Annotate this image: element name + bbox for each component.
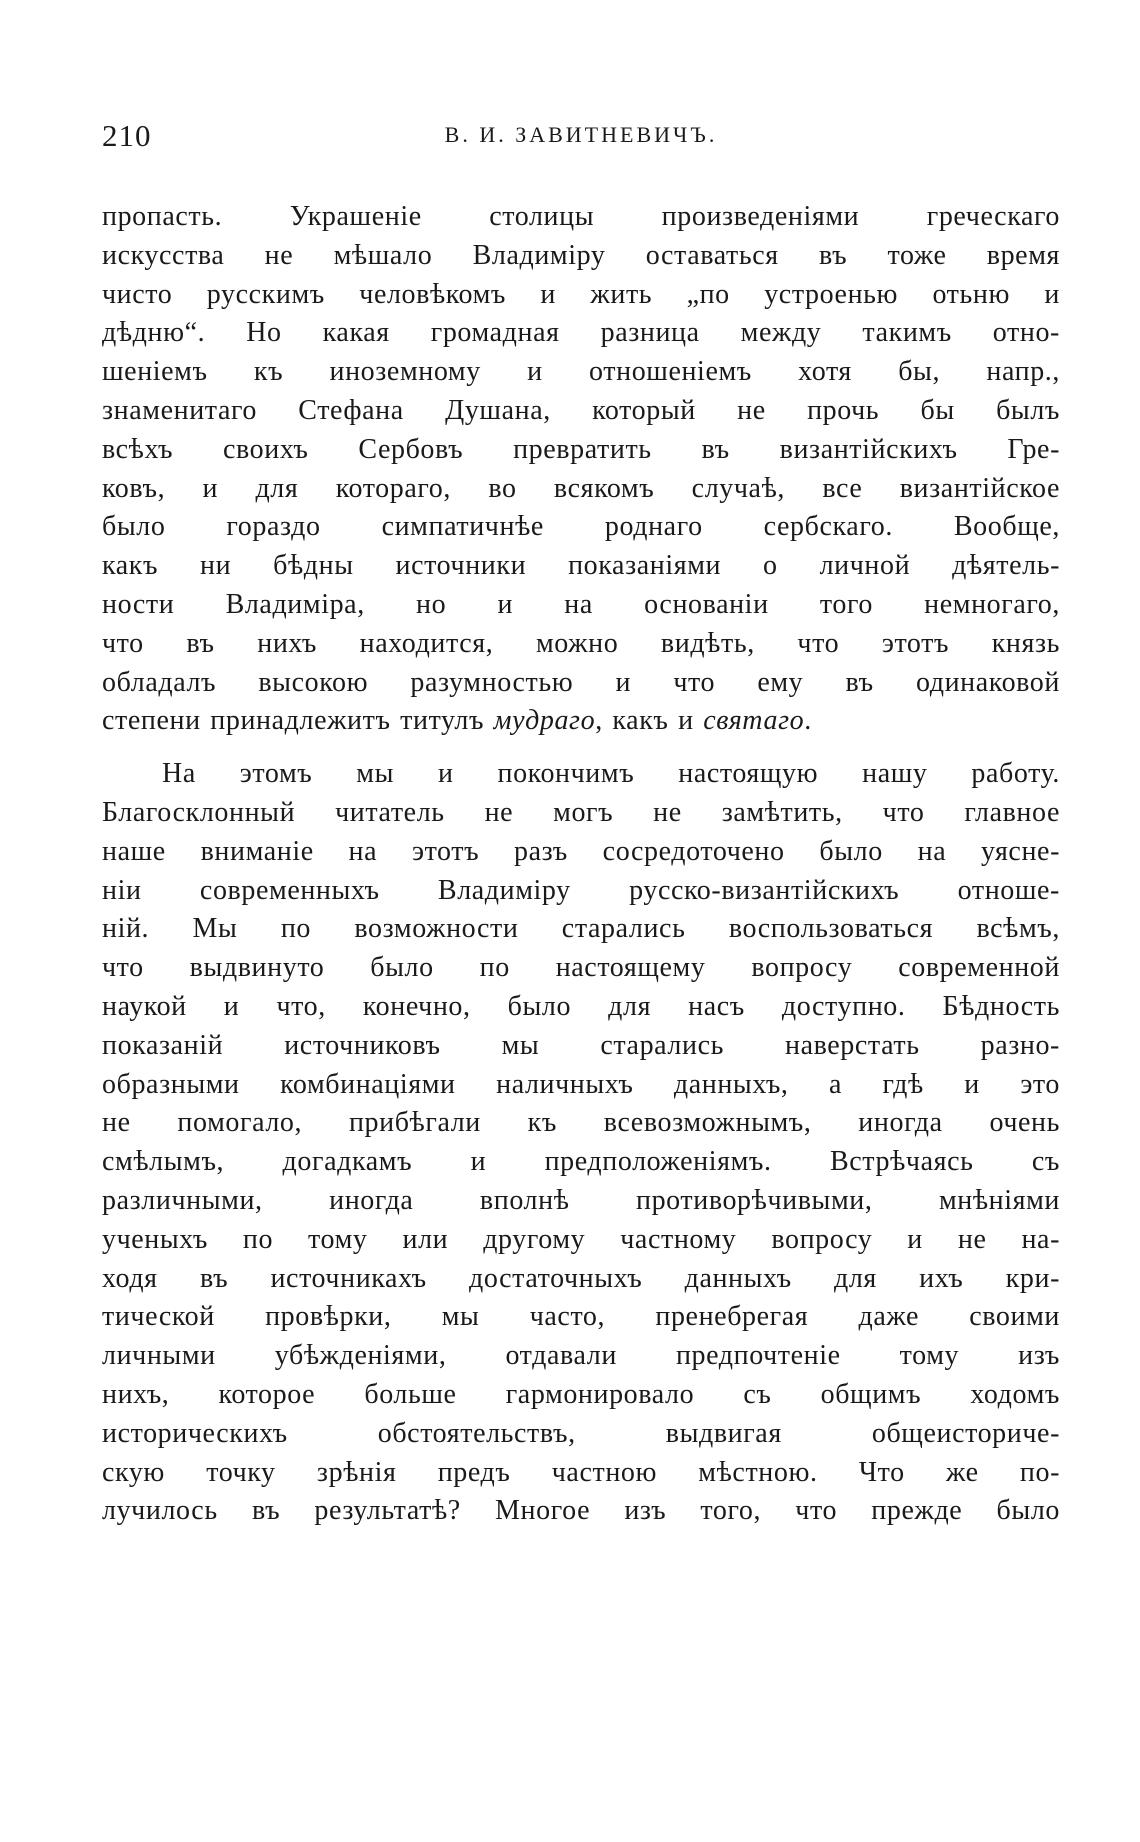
italic-word-mudrago: мудраго [493, 705, 596, 737]
text-line: знаменитаго Стефана Душана, который не прочь бы былъ [102, 394, 1060, 426]
text-span: , какъ и [595, 705, 694, 737]
text-line: что выдвинуто было по настоящему вопросу современной [102, 952, 1060, 984]
text-line: лучилось въ результатѣ? Многое изъ того, что прежде было [102, 1495, 1060, 1527]
text-line: обладалъ высокою разумностью и что ему въ одинаковой [102, 666, 1060, 698]
paragraph [102, 198, 1060, 741]
text-line: тической провѣрки, мы часто, пренебрегая даже своими [102, 1301, 1060, 1333]
paragraph-gap [102, 741, 1060, 755]
text-line: личными убѣжденіями, отдавали предпочтеніе тому изъ [102, 1340, 1060, 1372]
text-line: наше вниманіе на этотъ разъ сосредоточено было на уясне- [102, 835, 1060, 867]
text-line: ности Владиміра, но и на основаніи того немногаго, [102, 588, 1060, 620]
page-number: 210 [102, 118, 152, 153]
text-line: смѣлымъ, догадкамъ и предположеніямъ. Встрѣчаясь съ [102, 1146, 1060, 1178]
text-line: не помогало, прибѣгали къ всевозможнымъ, иногда очень [102, 1107, 1060, 1139]
text-line: ніи современныхъ Владиміру русско-византійскихъ отноше- [102, 874, 1060, 906]
text-span: . [804, 705, 812, 737]
running-head: В. И. ЗАВИТНЕВИЧЪ. [444, 122, 718, 147]
text-line: чисто русскимъ человѣкомъ и жить „по устроенью отьню и [102, 278, 1060, 310]
text-line-last [102, 702, 1060, 741]
text-line: ходя въ источникахъ достаточныхъ данныхъ для ихъ кри- [102, 1262, 1060, 1294]
body-text [102, 198, 1060, 1531]
italic-word-svyatago: святаго [703, 705, 805, 737]
text-line: показаній источниковъ мы старались наверстать разно- [102, 1029, 1060, 1061]
text-line: ученыхъ по тому или другому частному вопросу и не на- [102, 1223, 1060, 1255]
text-line: нихъ, которое больше гармонировало съ общимъ ходомъ [102, 1378, 1060, 1410]
text-line: ній. Мы по возможности старались воспользоваться всѣмъ, [102, 913, 1060, 945]
text-line: что въ нихъ находится, можно видѣть, что этотъ князь [102, 627, 1060, 659]
text-line: скую точку зрѣнія предъ частною мѣстною. Что же по- [102, 1456, 1060, 1488]
paragraph [102, 755, 1060, 1531]
text-line: образными комбинаціями наличныхъ данныхъ, а гдѣ и это [102, 1068, 1060, 1100]
text-line: наукой и что, конечно, было для насъ доступно. Бѣдность [102, 990, 1060, 1022]
text-line: Благосклонный читатель не могъ не замѣтить, что главное [102, 796, 1060, 828]
text-line: различными, иногда вполнѣ противорѣчивыми, мнѣніями [102, 1184, 1060, 1216]
text-line: ковъ, и для котораго, во всякомъ случаѣ, все византійское [102, 472, 1060, 504]
text-line: шеніемъ къ иноземному и отношеніемъ хотя бы, напр., [102, 356, 1060, 388]
text-line: всѣхъ своихъ Сербовъ превратить въ византійскихъ Гре- [102, 433, 1060, 465]
page-header [102, 118, 1060, 158]
text-line: пропасть. Украшеніе столицы произведеніями греческаго [102, 201, 1060, 232]
text-line: дѣдню“. Но какая громадная разница между такимъ отно- [102, 317, 1060, 349]
text-line: историческихъ обстоятельствъ, выдвигая общеисториче- [102, 1417, 1060, 1449]
text-span: степени принадлежитъ титулъ [102, 705, 485, 737]
text-line: На этомъ мы и покончимъ настоящую нашу работу. [162, 758, 1060, 790]
text-line: было гораздо симпатичнѣе роднаго сербскаго. Вообще, [102, 511, 1060, 543]
text-line: искусства не мѣшало Владиміру оставаться въ тоже время [102, 239, 1060, 271]
text-line: какъ ни бѣдны источники показаніями о личной дѣятель- [102, 550, 1060, 582]
